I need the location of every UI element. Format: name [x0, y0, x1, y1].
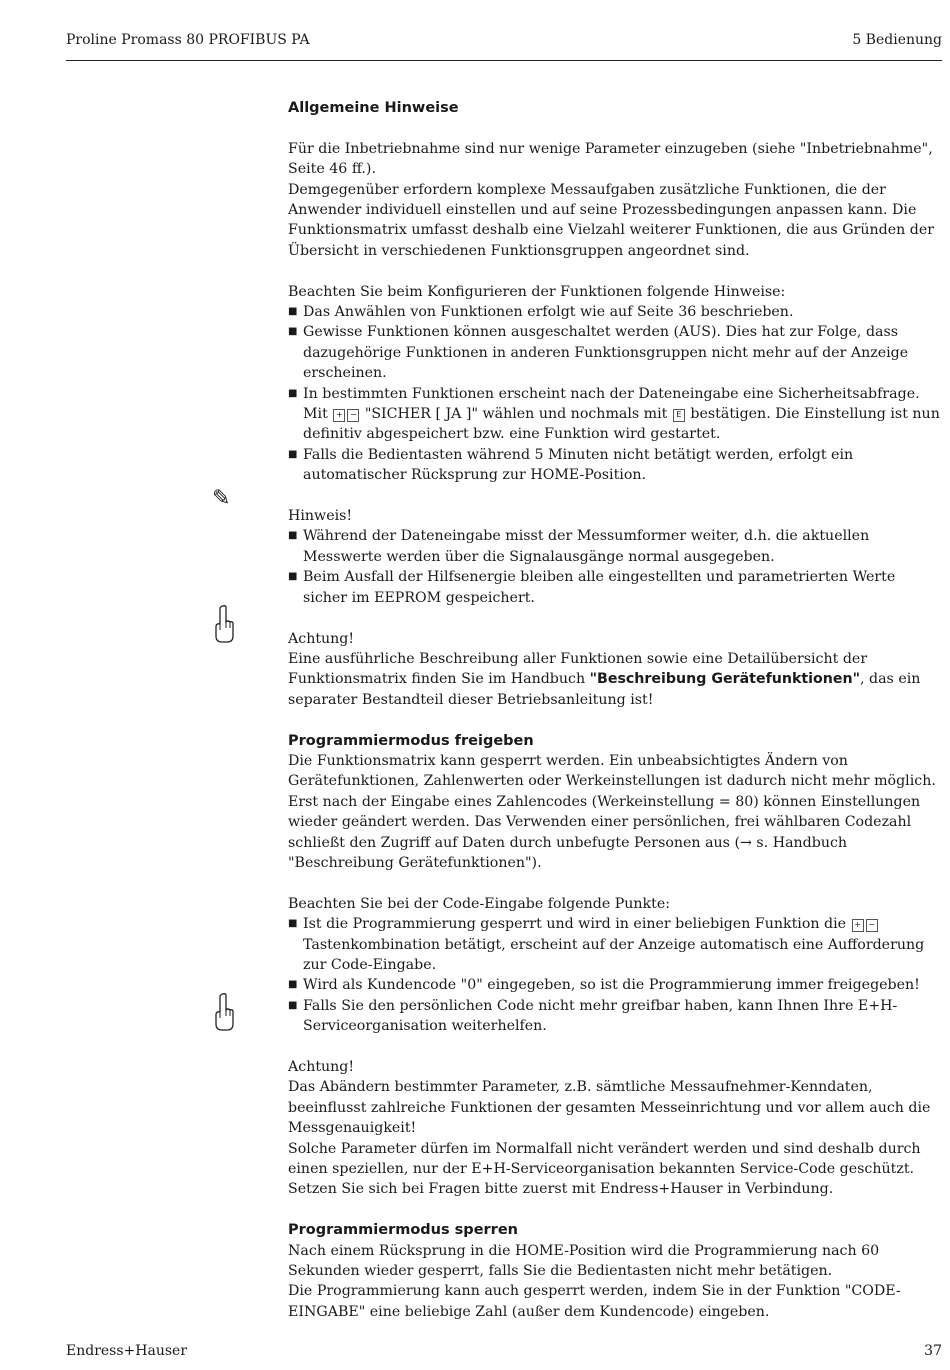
list-item: ■ Falls Sie den persönlichen Code nicht mehr greifbar haben, kann Ihnen Ihre E+H-Serviceorganisation weiterhelfen.: [288, 996, 940, 1037]
section-title-lock: Programmiermodus sperren: [288, 1222, 518, 1239]
key-combination-icon: −: [866, 919, 878, 932]
paragraph: Das Abändern bestimmter Parameter, z.B. sämtliche Messaufnehmer-Kenndaten, beeinflusst zahlreiche Funktionen der gesamten Messeinrichtung und vor allem auch die Messgenauigkeit!: [288, 1079, 931, 1137]
list-item: ■ Gewisse Funktionen können ausgeschaltet werden (AUS). Dies hat zur Folge, dass dazugehörige Funktionen in anderen Funktionsgruppen nicht mehr auf der Anzeige erscheinen.: [288, 322, 940, 383]
note-title: Hinweis!: [288, 508, 353, 525]
paragraph: Die Funktionsmatrix kann gesperrt werden. Ein unbeabsichtigtes Ändern von Gerätefunktionen, Zahlenwerten oder Werkeinstellungen ist dadurch nicht mehr möglich. Erst nach der Eingabe eines Zahlencodes (Werkeinstellung = 80) können Einstellungen wieder geändert werden. Das Verwenden einer persönlichen, frei wählbaren Codezahl schließt den Zugriff auf Daten durch unbefugte Personen aus (→ s. Handbuch "Beschreibung Gerätefunktionen").: [288, 752, 936, 871]
header-title: Proline Promass 80 PROFIBUS PA: [66, 32, 310, 48]
pointing-hand-icon: [212, 604, 236, 644]
list-item: ■ In bestimmten Funktionen erscheint nach der Dateneingabe eine Sicherheitsabfrage. Mit + − "SICHER [ JA ]" wählen und nochmals mit E bestätigen. Die Einstellung ist nun definitiv abgespeichert bzw. eine Funktion wird gestartet.: [288, 384, 940, 445]
paragraph: Demgegenüber erfordern komplexe Messaufgaben zusätzliche Funktionen, die der Anwender individuell einstellen und auf seine Prozessbedingungen anpassen kann. Die Funktionsmatrix umfasst deshalb eine Vielzahl weiterer Funktionen, die aus Gründen der Übersicht in verschiedenen Funktionsgruppen angeordnet sind.: [288, 181, 934, 259]
key-combination-icon: +: [852, 919, 864, 932]
list-item: ■ Während der Dateneingabe misst der Messumformer weiter, d.h. die aktuellen Messwerte werden über die Signalausgänge normal ausgegeben.: [288, 526, 940, 567]
list-item: ■ Ist die Programmierung gesperrt und wird in einer beliebigen Funktion die + − Tastenkombination betätigt, erscheint auf der Anzeige automatisch eine Aufforderung zur Code-Eingabe.: [288, 914, 940, 975]
list-item: ■ Falls die Bedientasten während 5 Minuten nicht betätigt werden, erfolgt ein automatischer Rücksprung zur HOME-Position.: [288, 445, 940, 486]
page-footer: [66, 1343, 942, 1359]
paragraph: Die Programmierung kann auch gesperrt werden, indem Sie in der Funktion "CODE-EINGABE" eine beliebige Zahl (außer dem Kundencode) eingeben.: [288, 1283, 901, 1320]
paragraph: Solche Parameter dürfen im Normalfall nicht verändert werden und sind deshalb durch einen speziellen, nur der E+H-Serviceorganisation bekannten Service-Code geschützt. Setzen Sie sich bei Fragen bitte zuerst mit Endress+Hauser in Verbindung.: [288, 1140, 921, 1198]
list-item: ■ Wird als Kundencode "0" eingegeben, so ist die Programmierung immer freigegeben!: [288, 975, 940, 995]
caution-title: Achtung!: [288, 1058, 355, 1075]
pointing-hand-icon: [212, 992, 236, 1032]
page-header: [66, 32, 942, 61]
plus-key-icon: +: [333, 409, 345, 422]
page-number: 37: [924, 1343, 942, 1359]
enter-key-icon: E: [673, 409, 685, 422]
paragraph: Beachten Sie bei der Code-Eingabe folgende Punkte:: [288, 895, 671, 912]
paragraph: Eine ausführliche Beschreibung aller Funktionen sowie eine Detailübersicht der Funktionsmatrix finden Sie im Handbuch "Beschreibung Gerätefunktionen", das ein separater Bestandteil dieser Betriebsanleitung ist!: [288, 650, 921, 708]
hint-list: [288, 302, 940, 486]
caution-title: Achtung!: [288, 630, 355, 647]
manual-reference: "Beschreibung Gerätefunktionen": [589, 671, 860, 688]
list-item: ■ Das Anwählen von Funktionen erfolgt wie auf Seite 36 beschrieben.: [288, 302, 940, 322]
minus-key-icon: −: [347, 409, 359, 422]
list-item: ■ Beim Ausfall der Hilfsenergie bleiben alle eingestellten und parametrierten Werte sicher im EEPROM gespeichert.: [288, 567, 940, 608]
section-title-general: Allgemeine Hinweise: [288, 100, 459, 116]
section-title-unlock: Programmiermodus freigeben: [288, 732, 534, 749]
code-list: [288, 914, 940, 1036]
header-section: 5 Bedienung: [852, 32, 942, 48]
paragraph: Beachten Sie beim Konfigurieren der Funktionen folgende Hinweise:: [288, 283, 786, 300]
note-list: [288, 526, 940, 608]
paragraph: Für die Inbetriebnahme sind nur wenige Parameter einzugeben (siehe "Inbetriebnahme", Seite 46 ff.).: [288, 140, 933, 178]
main-content: [288, 98, 940, 1322]
footer-brand: Endress+Hauser: [66, 1343, 188, 1359]
paragraph: Nach einem Rücksprung in die HOME-Position wird die Programmierung nach 60 Sekunden wieder gesperrt, falls Sie die Bedientasten nicht mehr betätigen.: [288, 1242, 880, 1280]
pencil-note-icon: ✎: [212, 486, 231, 511]
